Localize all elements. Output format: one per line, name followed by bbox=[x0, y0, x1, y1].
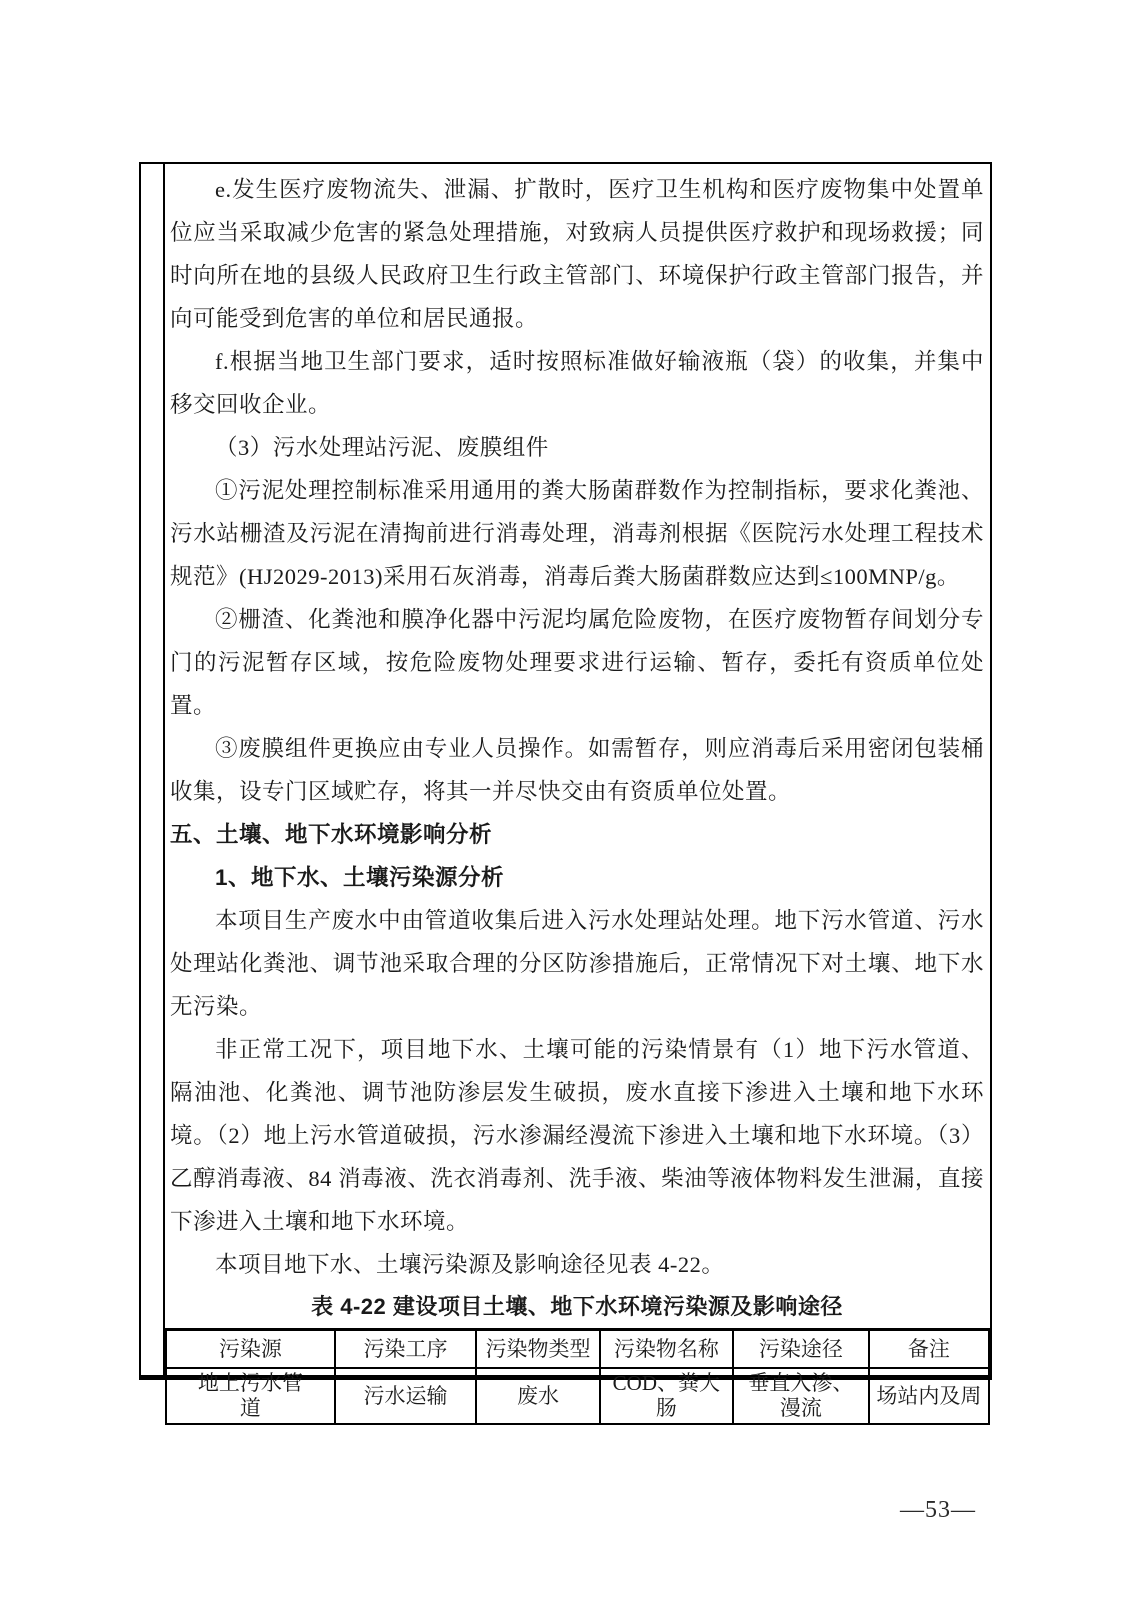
cell-text: 垂直入渗、漫流 bbox=[748, 1371, 854, 1420]
page-number: —53— bbox=[900, 1497, 976, 1523]
header-remarks: 备注 bbox=[869, 1330, 989, 1369]
paragraph-1-sludge-control: ①污泥处理控制标准采用通用的粪大肠菌群数作为控制指标，要求化粪池、污水站栅渣及污泥在清掏前进行消毒处理，消毒剂根据《医院污水处理工程技术规范》(HJ2029-2013)采用石灰消毒，消毒后粪大肠菌群数应达到≤100MNP/g。 bbox=[170, 478, 984, 589]
cell-text: 地上污水管道 bbox=[197, 1371, 303, 1420]
sub-heading-pollution-source-analysis: 1、地下水、土壤污染源分析 bbox=[215, 865, 505, 890]
section-heading-soil-groundwater: 五、土壤、地下水环境影响分析 bbox=[170, 822, 493, 847]
paragraph-3-membrane-replacement: ③废膜组件更换应由专业人员操作。如需暂存，则应消毒后采用密闭包装桶收集，设专门区域贮存，将其一并尽快交由有资质单位处置。 bbox=[170, 736, 984, 804]
table-row bbox=[166, 1368, 989, 1424]
pollution-source-table bbox=[165, 1328, 990, 1425]
header-pollution-source: 污染源 bbox=[166, 1330, 335, 1369]
cell-pollution-process: 污水运输 bbox=[335, 1368, 477, 1424]
table-header-row bbox=[166, 1330, 989, 1369]
paragraph-f-infusion-bottles: f.根据当地卫生部门要求，适时按照标准做好输液瓶（袋）的收集，并集中移交回收企业。 bbox=[170, 349, 984, 417]
header-pollution-pathway: 污染途径 bbox=[733, 1330, 869, 1369]
header-pollutant-type: 污染物类型 bbox=[476, 1330, 599, 1369]
paragraph-normal-condition: 本项目生产废水中由管道收集后进入污水处理站处理。地下污水管道、污水处理站化粪池、调节池采取合理的分区防渗措施后，正常情况下对土壤、地下水无污染。 bbox=[170, 908, 984, 1019]
paragraph-abnormal-condition: 非正常工况下，项目地下水、土壤可能的污染情景有（1）地下污水管道、隔油池、化粪池、调节池防渗层发生破损，废水直接下渗进入土壤和地下水环境。（2）地上污水管道破损，污水渗漏经漫流下渗进入土壤和地下水环境。（3）乙醇消毒液、84 消毒液、洗衣消毒剂、洗手液、柴油等液体物料发生泄漏，直接下渗进入土壤和地下水环境。 bbox=[170, 1037, 984, 1234]
content-frame bbox=[139, 162, 992, 1420]
header-pollutant-name: 污染物名称 bbox=[600, 1330, 733, 1369]
table-caption: 表 4-22 建设项目土壤、地下水环境污染源及影响途径 bbox=[311, 1294, 843, 1319]
cell-pollution-source bbox=[166, 1368, 335, 1424]
paragraph-2-hazardous-sludge: ②栅渣、化粪池和膜净化器中污泥均属危险废物，在医疗废物暂存间划分专门的污泥暂存区域，按危险废物处理要求进行运输、暂存，委托有资质单位处置。 bbox=[170, 607, 984, 718]
cell-remarks: 场站内及周 bbox=[869, 1368, 989, 1424]
paragraph-e-medical-waste-loss: e.发生医疗废物流失、泄漏、扩散时，医疗卫生机构和医疗废物集中处置单位应当采取减少危害的紧急处理措施，对致病人员提供医疗救护和现场救援；同时向所在地的县级人民政府卫生行政主管部门、环境保护行政主管部门报告，并向可能受到危害的单位和居民通报。 bbox=[170, 177, 984, 331]
header-pollution-process: 污染工序 bbox=[335, 1330, 477, 1369]
cell-pollutant-type: 废水 bbox=[476, 1368, 599, 1424]
paragraph-see-table-4-22: 本项目地下水、土壤污染源及影响途径见表 4-22。 bbox=[215, 1252, 725, 1277]
paragraph-3-sludge-membrane: （3）污水处理站污泥、废膜组件 bbox=[215, 435, 549, 460]
cell-pollution-pathway bbox=[733, 1368, 869, 1424]
cell-pollutant-name: COD、粪大肠 bbox=[600, 1368, 733, 1424]
document-body bbox=[165, 164, 990, 1420]
